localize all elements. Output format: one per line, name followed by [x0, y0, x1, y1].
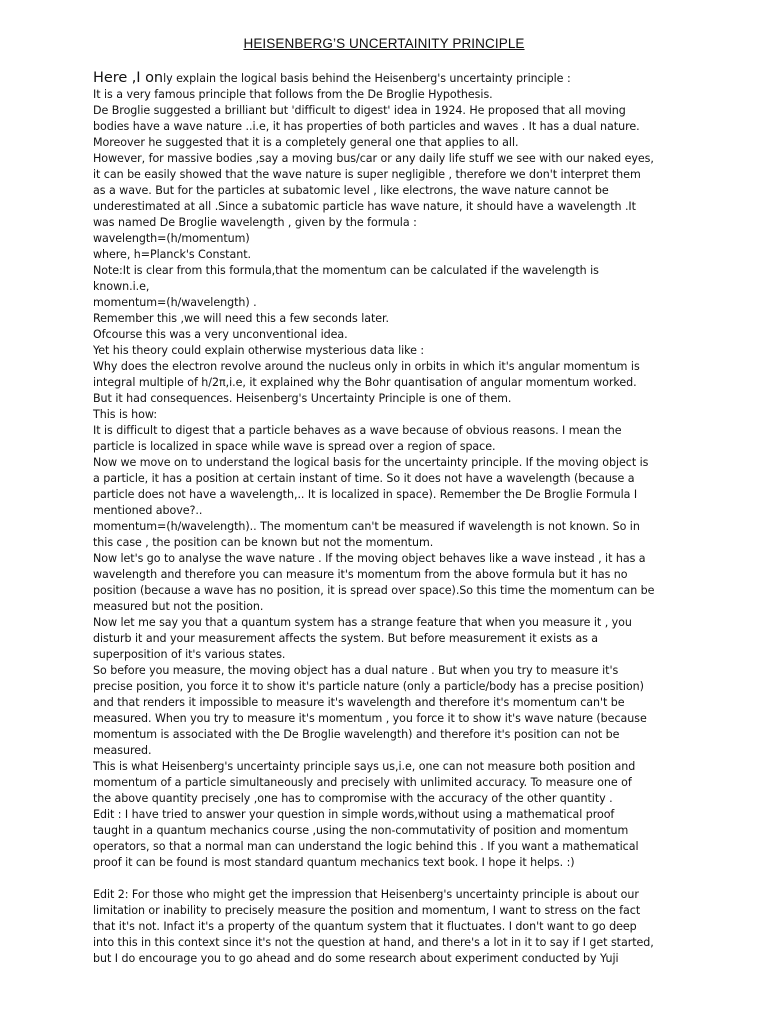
text-line: So before you measure, the moving object has a dual nature . But when you try to measure it's [93, 664, 619, 677]
text-line: Remember this ,we will need this a few seconds later. [93, 312, 390, 325]
intro-rest: ly explain the logical basis behind the Heisenberg's uncertainty principle : [163, 72, 571, 85]
text-line: Why does the electron revolve around the nucleus only in orbits in which it's angular momentum is [93, 360, 640, 373]
text-line: that it's not. Infact it's a property of the quantum system that it fluctuates. I don't want to go deep [93, 920, 637, 933]
text-line: was named De Broglie wavelength , given by the formula : [93, 216, 417, 229]
text-line: Ofcourse this was a very unconventional idea. [93, 328, 348, 341]
text-line: and that renders it impossible to measure it's wavelength and therefore it's momentum can't be [93, 696, 625, 709]
document-title: HEISENBERG’S UNCERTAINITY PRINCIPLE [243, 36, 525, 51]
text-line: integral multiple of h/2π,i.e, it explained why the Bohr quantisation of angular momentum worked. [93, 376, 637, 389]
document-body [93, 70, 693, 967]
text-line: a particle, it has a position at certain instant of time. So it does not have a wavelength (because a [93, 472, 635, 485]
text-line: but I do encourage you to go ahead and do some research about experiment conducted by Yuji [93, 952, 619, 965]
text-line: particle is localized in space while wave is spread over a region of space. [93, 440, 496, 453]
text-line: the above quantity precisely ,one has to compromise with the accuracy of the other quantity . [93, 792, 613, 805]
text-line: known.i.e, [93, 280, 150, 293]
text-line: De Broglie suggested a brilliant but 'difficult to digest' idea in 1924. He proposed that all moving [93, 104, 626, 117]
text-line: measured. [93, 744, 152, 757]
text-line: However, for massive bodies ,say a moving bus/car or any daily life stuff we see with our naked eyes, [93, 152, 654, 165]
text-line: But it had consequences. Heisenberg's Uncertainty Principle is one of them. [93, 392, 512, 405]
text-line: Now we move on to understand the logical basis for the uncertainty principle. If the moving object is [93, 456, 649, 469]
text-line: This is how: [93, 408, 158, 421]
text-line: taught in a quantum mechanics course ,using the non-commutativity of position and momentum [93, 824, 629, 837]
text-line: wavelength=(h/momentum) [93, 232, 250, 245]
text-line: proof it can be found is most standard quantum mechanics text book. I hope it helps. :) [93, 856, 575, 869]
text-line: momentum of a particle simultaneously and precisely with unlimited accuracy. To measure one of [93, 776, 632, 789]
intro-line [93, 70, 693, 87]
text-line: measured but not the position. [93, 600, 264, 613]
text-line: precise position, you force it to show it's particle nature (only a particle/body has a precise position) [93, 680, 644, 693]
text-line: limitation or inability to precisely measure the position and momentum, I want to stress on the fact [93, 904, 641, 917]
text-line: particle does not have a wavelength,.. It is localized in space). Remember the De Broglie Formula I [93, 488, 638, 501]
text-line: It is difficult to digest that a particle behaves as a wave because of obvious reasons. I mean the [93, 424, 622, 437]
text-line: Edit 2: For those who might get the impression that Heisenberg's uncertainty principle is about our [93, 888, 639, 901]
text-line: underestimated at all .Since a subatomic particle has wave nature, it should have a wavelength .It [93, 200, 636, 213]
paragraph-lines [93, 87, 693, 967]
text-line: it can be easily showed that the wave nature is super negligible , therefore we don't interpret them [93, 168, 641, 181]
text-line: momentum=(h/wavelength).. The momentum can't be measured if wavelength is not known. So in [93, 520, 640, 533]
text-line: mentioned above?.. [93, 504, 203, 517]
text-line: It is a very famous principle that follows from the De Broglie Hypothesis. [93, 88, 493, 101]
text-line: Moreover he suggested that it is a completely general one that applies to all. [93, 136, 519, 149]
text-line: superposition of it's various states. [93, 648, 286, 661]
text-line: this case , the position can be known but not the momentum. [93, 536, 434, 549]
text-line: momentum=(h/wavelength) . [93, 296, 257, 309]
text-line: Yet his theory could explain otherwise mysterious data like : [93, 344, 425, 357]
text-line: wavelength and therefore you can measure it's momentum from the above formula but it has no [93, 568, 628, 581]
text-line [93, 871, 693, 887]
text-line: as a wave. But for the particles at subatomic level , like electrons, the wave nature cannot be [93, 184, 609, 197]
text-line: Now let me say you that a quantum system has a strange feature that when you measure it , you [93, 616, 632, 629]
text-line: bodies have a wave nature ..i.e, it has properties of both particles and waves . It has a dual nature. [93, 120, 640, 133]
text-line: where, h=Planck's Constant. [93, 248, 251, 261]
intro-prefix: Here ,I on [93, 70, 164, 86]
text-line: disturb it and your measurement affects the system. But before measurement it exists as a [93, 632, 599, 645]
text-line: Now let's go to analyse the wave nature . If the moving object behaves like a wave instead , it has a [93, 552, 646, 565]
text-line: This is what Heisenberg's uncertainty principle says us,i.e, one can not measure both position and [93, 760, 636, 773]
text-line: Note:It is clear from this formula,that the momentum can be calculated if the wavelength is [93, 264, 599, 277]
text-line: into this in this context since it's not the question at hand, and there's a lot in it to say if I get started, [93, 936, 654, 949]
text-line: measured. When you try to measure it's momentum , you force it to show it's wave nature (because [93, 712, 647, 725]
text-line: momentum is associated with the De Broglie wavelength) and therefore it's position can not be [93, 728, 620, 741]
text-line: Edit : I have tried to answer your question in simple words,without using a mathematical proof [93, 808, 615, 821]
text-line: operators, so that a normal man can understand the logic behind this . If you want a mathematical [93, 840, 639, 853]
text-line: position (because a wave has no position, it is spread over space).So this time the momentum can be [93, 584, 655, 597]
